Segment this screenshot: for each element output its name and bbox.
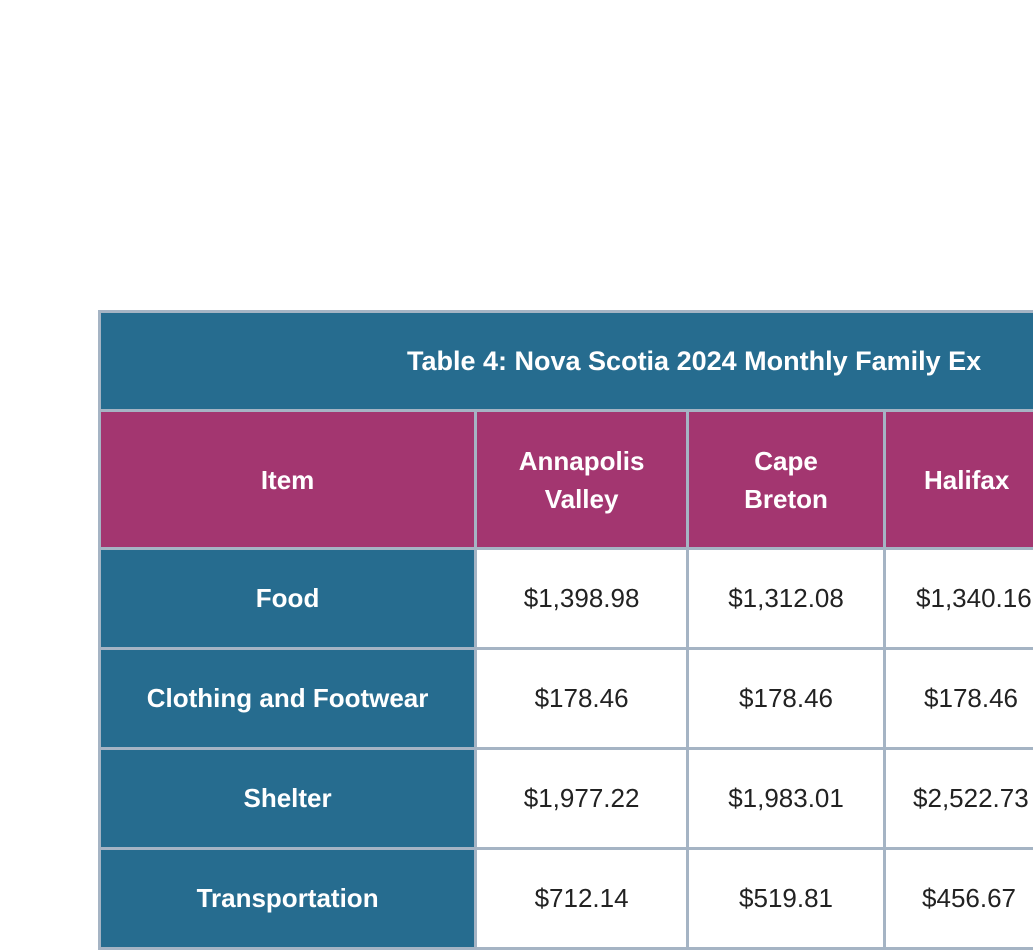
row-label-shelter: Shelter xyxy=(101,750,474,847)
row-label-food: Food xyxy=(101,550,474,647)
cell-value: $519.81 xyxy=(689,850,883,947)
cell-value: $1,312.08 xyxy=(689,550,883,647)
cell-value: $178.46 xyxy=(477,650,686,747)
cell-value: $456.67 xyxy=(886,850,1033,947)
cell-value: $1,398.98 xyxy=(477,550,686,647)
column-header-cape-breton: Cape Breton xyxy=(689,412,883,547)
table-row xyxy=(101,550,1033,647)
expense-table xyxy=(98,310,1033,950)
table-row xyxy=(101,850,1033,947)
column-header-annapolis-valley: Annapolis Valley xyxy=(477,412,686,547)
cell-value: $1,340.16 xyxy=(886,550,1033,647)
column-header-halifax: Halifax xyxy=(886,412,1033,547)
cell-value: $178.46 xyxy=(886,650,1033,747)
cell-value: $1,977.22 xyxy=(477,750,686,847)
table-title: Table 4: Nova Scotia 2024 Monthly Family Ex xyxy=(101,313,1033,409)
row-label-clothing: Clothing and Footwear xyxy=(101,650,474,747)
table-row xyxy=(101,750,1033,847)
row-label-transportation: Transportation xyxy=(101,850,474,947)
cell-value: $2,522.73 xyxy=(886,750,1033,847)
cell-value: $1,983.01 xyxy=(689,750,883,847)
column-header-item: Item xyxy=(101,412,474,547)
cell-value: $178.46 xyxy=(689,650,883,747)
cell-value: $712.14 xyxy=(477,850,686,947)
table-row xyxy=(101,650,1033,747)
